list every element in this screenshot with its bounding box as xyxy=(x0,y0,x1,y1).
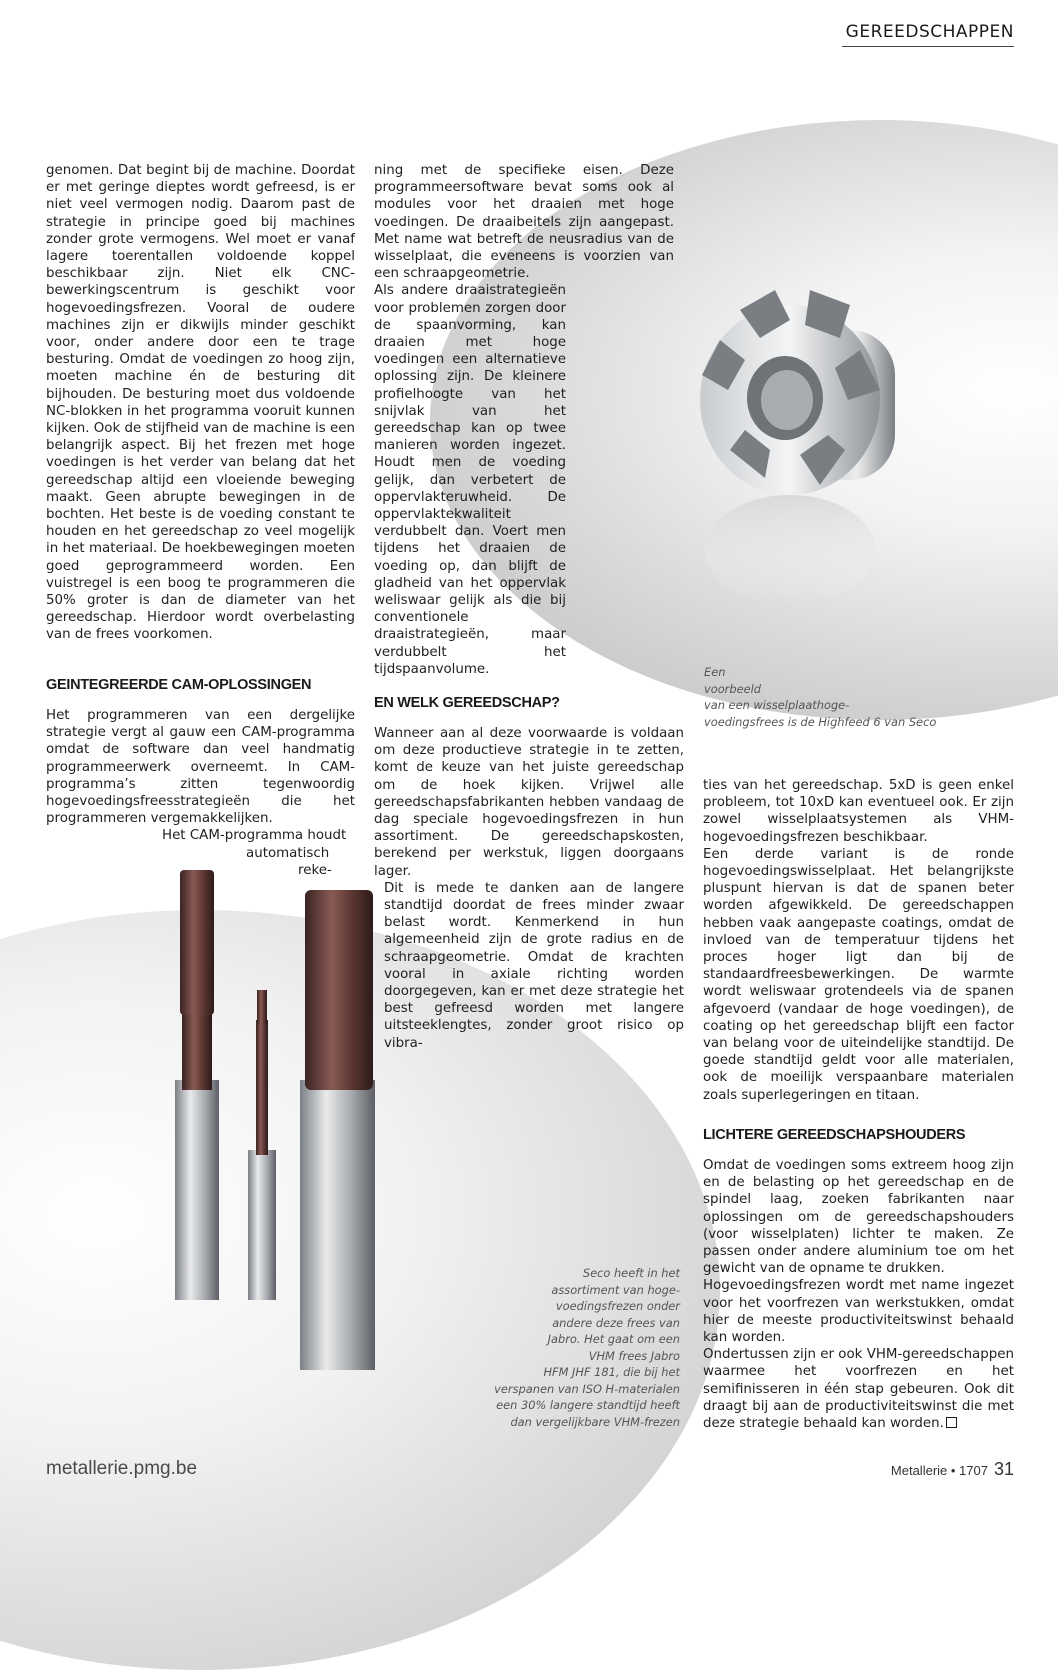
left-mill-shank xyxy=(175,1080,219,1300)
paragraph: Het programmeren van een dergelijke strategie vergt al gauw een CAM-programma omdat de software dan veel handmatig programmeerwerk overneemt. In CAM-programma’s zitten tegenwoordig hogevoedingsfreesstrategieën die het programmeren vergemakkelijken. xyxy=(46,708,355,827)
heading-cam: GEINTEGREERDE CAM-OPLOSSINGEN xyxy=(46,677,312,693)
footer-page-info xyxy=(891,1459,1014,1480)
caption-line: HFM JHF 181, die bij het xyxy=(543,1365,680,1379)
footer-magazine: Metallerie • 1707 xyxy=(890,1463,988,1478)
section-label: GEREEDSCHAPPEN xyxy=(845,22,1014,42)
reflection xyxy=(705,495,875,605)
center-bore-inner xyxy=(761,370,813,430)
caption-line: voorbeeld xyxy=(704,681,762,696)
column-3 xyxy=(703,777,1014,1104)
left-mill-head xyxy=(180,870,214,1015)
section-rule xyxy=(842,46,1014,47)
right-mill-shank xyxy=(300,1080,375,1370)
caption-line: voedingsfrees is de Highfeed 6 van Seco xyxy=(704,714,937,729)
column-1-lower xyxy=(46,707,355,879)
caption-top xyxy=(704,664,936,730)
small-mill-neck xyxy=(256,1020,268,1155)
heading-gereedschap: EN WELK GEREEDSCHAP? xyxy=(374,695,560,711)
paragraph: ties van het gereedschap. 5xD is geen enkel probleem, tot 10xD kan eventueel ook. Er zijn zowel wisselplaatsystemen als VHM-hogevoedingsfrezen beschikbaar. xyxy=(703,778,1014,845)
column-3-lower xyxy=(703,1157,1014,1432)
caption-line: assortiment van hoge- xyxy=(551,1282,680,1297)
paragraph: Hogevoedingsfrezen wordt met name ingezet voor het voorfrezen van werkstukken, omdat hier de meeste productiviteitswinst behaald kan worden. xyxy=(703,1278,1014,1346)
end-mark xyxy=(946,1417,957,1428)
paragraph: Ondertussen zijn er ook VHM-gereedschappen waarmee het voorfrezen en het semifinisseren in één stap gebeuren. Ook dit draagt bij aan de productiviteitswinst die met deze strategie behaald kan worden. xyxy=(703,1347,1014,1432)
footer-website[interactable]: metallerie.pmg.be xyxy=(46,1458,198,1479)
heading-houders: LICHTERE GEREEDSCHAPSHOUDERS xyxy=(703,1127,966,1143)
caption-bottom xyxy=(494,1265,680,1430)
paragraph: ning met de specifieke eisen. Deze programmeersoftware bevat soms ook al modules voor het draaien met hoge voedingen. De draaibeitels zijn aangepast. Met name wat betreft de neusradius van de wisselplaat, die eveneens is voorzien van een schraapgeometrie. xyxy=(374,163,674,282)
caption-line: dan vergelijkbare VHM-frezen xyxy=(510,1414,680,1429)
end-mills-image xyxy=(170,860,410,1380)
column-1 xyxy=(46,162,355,644)
left-mill-neck xyxy=(182,1010,212,1090)
paragraph: genomen. Dat begint bij de machine. Doordat er met geringe dieptes wordt gefreesd, is er niet veel vermogen nodig. Daarom past de strategie in principe goed bij machines zonder grote vermogens. Wel moet er vanaf lagere toerentallen voldoende koppel beschikbaar zijn. Niet elk CNC-bewerkingscentrum is geschikt voor hogevoedingsfrezen. Vooral de oudere machines zijn er dikwijls minder geschikt voor, onder andere door een te trage besturing. Omdat de voedingen zo hoog zijn, moeten machine én de besturing dit bijhouden. De besturing moet dus voldoende NC-blokken in het programma vooruit kunnen kijken. Ook de stijfheid van de machine is een belangrijk aspect. Bij het frezen met hoge voedingen is het verder van belang dat het gereedschap altijd een vloeiende beweging maakt. Geen abrupte bewegingen in de bochten. Het beste is de voeding constant te houden en het gereedschap zo veel mogelijk in het materiaal. De hoekbewegingen moeten goed geprogrammeerd worden. Een vuistregel is een boog te programmeren die 50% groter is dan de diameter van het gereedschap. Hierdoor wordt overbelasting van de frees voorkomen. xyxy=(46,163,355,643)
face-mill-image xyxy=(680,250,940,620)
caption-line: Een xyxy=(704,665,726,679)
paragraph-tail: reke- xyxy=(298,862,332,878)
paragraph: Wanneer aan al deze voorwaarde is voldaan om deze productieve strategie in te zetten, komt de keuze van het juiste gereedschap om de hoek kijken. Vrijwel alle gereedschapsfabrikanten hebben vandaag de dag speciale hogevoedingsfrezen in hun assortiment. De gereedschapskosten, berekend per werkstuk, liggen doorgaans lager. xyxy=(374,726,684,879)
small-mill-tip xyxy=(257,990,267,1025)
column-2-lower xyxy=(374,725,684,1052)
caption-line: verspanen van ISO H-materialen xyxy=(494,1381,680,1396)
right-mill-head xyxy=(305,890,373,1090)
caption-line: VHM frees Jabro xyxy=(588,1348,680,1363)
paragraph: Dit is mede te danken aan de langere standtijd doordat de frees minder zwaar belast wordt. Kenmerkend in hun algemeenheid zijn de grote radius en de schraapgeometrie. Omdat de krachten vooral in axiale richting worden doorgegeven, kan er met deze strategie het best gefreesd worden met langere uitsteeklengtes, zonder groot risico op vibra- xyxy=(384,880,684,1051)
caption-line: andere deze frees van xyxy=(552,1315,680,1330)
caption-line: een 30% langere standtijd heeft xyxy=(496,1398,680,1412)
paragraph: Een derde variant is de ronde hogevoedingswisselplaat. Het belangrijkste pluspunt hiervan is dat de spanen beter worden afgewikkeld. De gereedschappen hebben vaak aangepaste coatings, omdat de invloed van de temperatuur tijdens het proces hoger ligt dan bij de standaardfreesbewerkingen. De warmte wordt weliswaar grotendeels via de spanen afgevoerd (vandaar de hoge voedingen), de coating op het gereedschap blijft een factor van belang voor de uiteindelijke standtijd. De goede standtijd geldt voor alle materialen, ook de moeilijk verspaanbare materialen zoals superlegeringen en titaan. xyxy=(703,846,1014,1103)
caption-line: Jabro. Het gaat om een xyxy=(547,1332,680,1346)
paragraph: Omdat de voedingen soms extreem hoog zijn en de belasting op het gereedschap en de spindel laag, zoeken fabrikanten naar oplossingen om de gereedschapshouders (voor wisselplaten) lichter te maken. Ze passen onder andere aluminium toe om het gewicht van de opname te drukken. xyxy=(703,1158,1014,1277)
caption-line: van een wisselplaathoge- xyxy=(704,698,850,712)
caption-line: Seco heeft in het xyxy=(582,1266,680,1280)
page-number: 31 xyxy=(993,1459,1014,1479)
paragraph-tail: Het CAM-programma houdt xyxy=(162,828,347,844)
column-2 xyxy=(374,162,684,678)
small-mill-shank xyxy=(248,1150,276,1300)
caption-line: voedingsfrezen onder xyxy=(555,1299,680,1313)
paragraph-tail: automatisch xyxy=(246,845,330,861)
paragraph: Als andere draaistrategieën voor problemen zorgen door de spaanvorming, kan draaien met hoge voedingen een alternatieve oplossing zijn. De kleinere profielhoogte van het snijvlak van het gereedschap kan op twee manieren worden ingezet. Houdt men de voeding gelijk, dan verbetert de oppervlakteruwheid. De oppervlaktekwaliteit verdubbelt dan. Voert men tijdens het draaien de voeding op, dan blijft de gladheid van het oppervlak weliswaar gelijk als die bij conventionele draaistrategieën, maar verdubbelt het tijdspaanvolume. xyxy=(374,283,566,677)
